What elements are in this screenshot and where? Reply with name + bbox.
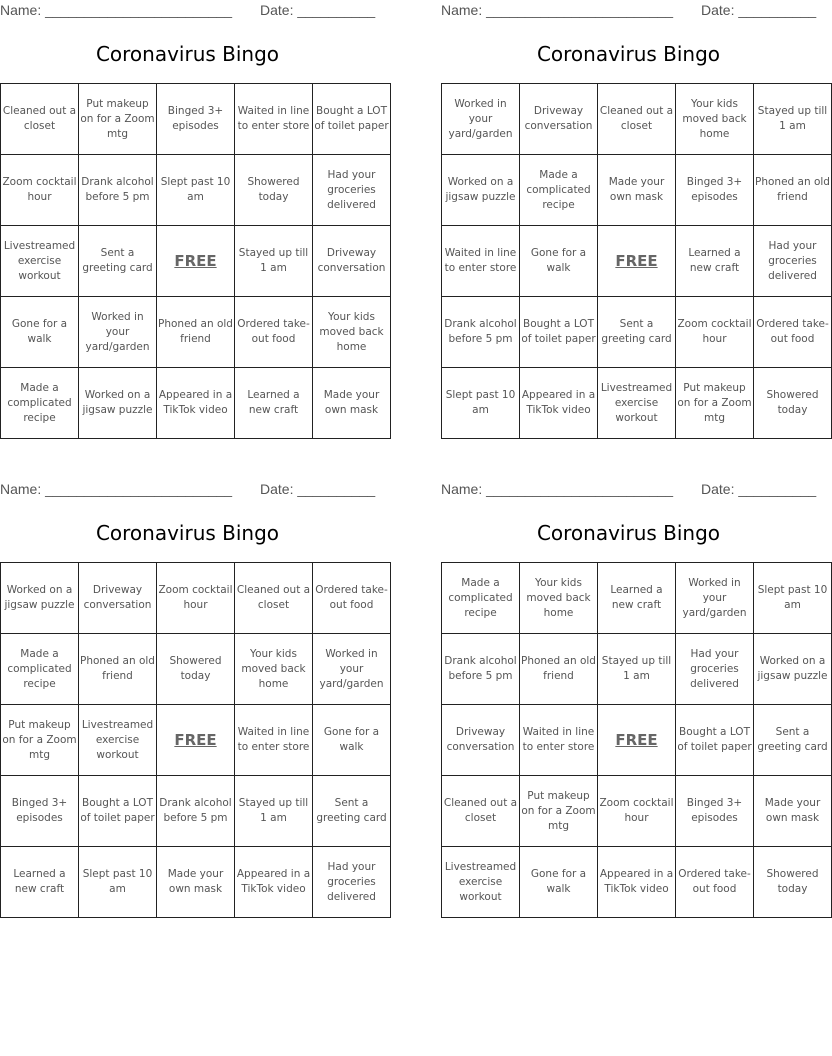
bingo-cell: Cleaned out a closet (235, 563, 313, 634)
bingo-cell: Sent a greeting card (754, 705, 832, 776)
bingo-cell: Learned a new craft (676, 226, 754, 297)
grid-row (442, 297, 832, 368)
name-field-label: Name: ________________________ (0, 2, 232, 18)
bingo-cell: Sent a greeting card (313, 776, 391, 847)
bingo-cell: Driveway conversation (79, 563, 157, 634)
bingo-cell: Zoom cocktail hour (676, 297, 754, 368)
grid-row (1, 226, 391, 297)
bingo-cell: Had your groceries delivered (313, 155, 391, 226)
bingo-cell: Worked in your yard/garden (442, 84, 520, 155)
grid-row (1, 847, 391, 918)
bingo-cell: Had your groceries delivered (754, 226, 832, 297)
free-space-cell: FREE (598, 226, 676, 297)
bingo-cell: Appeared in a TikTok video (598, 847, 676, 918)
bingo-cell: Made a complicated recipe (1, 368, 79, 439)
free-space-cell: FREE (598, 705, 676, 776)
bingo-cell: Binged 3+ episodes (676, 155, 754, 226)
bingo-cell: Gone for a walk (520, 226, 598, 297)
bingo-cell: Ordered take-out food (313, 563, 391, 634)
bingo-cell: Phoned an old friend (754, 155, 832, 226)
bingo-cell: Put makeup on for a Zoom mtg (676, 368, 754, 439)
bingo-cell: Worked in your yard/garden (79, 297, 157, 368)
bingo-cell: Ordered take-out food (676, 847, 754, 918)
bingo-cell: Zoom cocktail hour (1, 155, 79, 226)
free-space-cell: FREE (157, 226, 235, 297)
bingo-cell: Made your own mask (598, 155, 676, 226)
bingo-cell: Drank alcohol before 5 pm (157, 776, 235, 847)
bingo-cell: Stayed up till 1 am (754, 84, 832, 155)
bingo-cell: Had your groceries delivered (676, 634, 754, 705)
bingo-cell: Bought a LOT of toilet paper (676, 705, 754, 776)
date-field-label: Date: __________ (260, 481, 376, 497)
bingo-cell: Sent a greeting card (79, 226, 157, 297)
grid-row (1, 84, 391, 155)
grid-row (442, 776, 832, 847)
grid-row (1, 368, 391, 439)
bingo-cell: Driveway conversation (442, 705, 520, 776)
bingo-grid (441, 83, 832, 439)
bingo-cell: Made a complicated recipe (1, 634, 79, 705)
bingo-cell: Driveway conversation (313, 226, 391, 297)
bingo-cell: Drank alcohol before 5 pm (442, 297, 520, 368)
date-field-label: Date: __________ (260, 2, 376, 18)
bingo-cell: Zoom cocktail hour (598, 776, 676, 847)
bingo-cell: Worked on a jigsaw puzzle (79, 368, 157, 439)
bingo-cell: Your kids moved back home (313, 297, 391, 368)
bingo-cell: Livestreamed exercise workout (1, 226, 79, 297)
bingo-cell: Worked on a jigsaw puzzle (754, 634, 832, 705)
bingo-cell: Appeared in a TikTok video (235, 847, 313, 918)
grid-row (442, 226, 832, 297)
grid-row (442, 847, 832, 918)
bingo-cell: Your kids moved back home (235, 634, 313, 705)
name-field-label: Name: ________________________ (441, 481, 673, 497)
bingo-cell: Slept past 10 am (442, 368, 520, 439)
grid-row (1, 297, 391, 368)
grid-row (442, 368, 832, 439)
grid-row (442, 84, 832, 155)
card-title: Coronavirus Bingo (95, 521, 280, 545)
free-space-cell: FREE (157, 705, 235, 776)
bingo-cell: Your kids moved back home (520, 563, 598, 634)
bingo-cell: Bought a LOT of toilet paper (520, 297, 598, 368)
bingo-cell: Showered today (235, 155, 313, 226)
bingo-cell: Made a complicated recipe (442, 563, 520, 634)
bingo-cell: Gone for a walk (520, 847, 598, 918)
bingo-cell: Waited in line to enter store (235, 84, 313, 155)
bingo-cell: Made your own mask (754, 776, 832, 847)
bingo-cell: Phoned an old friend (520, 634, 598, 705)
name-field-label: Name: ________________________ (0, 481, 232, 497)
bingo-cell: Livestreamed exercise workout (442, 847, 520, 918)
bingo-cell: Worked in your yard/garden (313, 634, 391, 705)
bingo-grid (0, 83, 391, 439)
bingo-cell: Showered today (754, 368, 832, 439)
bingo-cell: Drank alcohol before 5 pm (79, 155, 157, 226)
bingo-cell: Put makeup on for a Zoom mtg (79, 84, 157, 155)
grid-row (1, 634, 391, 705)
bingo-cell: Slept past 10 am (157, 155, 235, 226)
date-field-label: Date: __________ (701, 2, 817, 18)
bingo-cell: Bought a LOT of toilet paper (313, 84, 391, 155)
bingo-cell: Binged 3+ episodes (1, 776, 79, 847)
bingo-cell: Zoom cocktail hour (157, 563, 235, 634)
bingo-cell: Put makeup on for a Zoom mtg (520, 776, 598, 847)
bingo-cell: Ordered take-out food (235, 297, 313, 368)
bingo-cell: Sent a greeting card (598, 297, 676, 368)
bingo-cell: Appeared in a TikTok video (520, 368, 598, 439)
grid-row (442, 634, 832, 705)
bingo-cell: Cleaned out a closet (1, 84, 79, 155)
card-title: Coronavirus Bingo (536, 42, 721, 66)
bingo-cell: Made a complicated recipe (520, 155, 598, 226)
grid-row (442, 155, 832, 226)
bingo-cell: Drank alcohol before 5 pm (442, 634, 520, 705)
bingo-cell: Had your groceries delivered (313, 847, 391, 918)
bingo-cell: Stayed up till 1 am (235, 776, 313, 847)
bingo-cell: Cleaned out a closet (598, 84, 676, 155)
bingo-cell: Slept past 10 am (754, 563, 832, 634)
bingo-cell: Binged 3+ episodes (157, 84, 235, 155)
bingo-cell: Made your own mask (313, 368, 391, 439)
bingo-cell: Driveway conversation (520, 84, 598, 155)
bingo-cell: Worked on a jigsaw puzzle (442, 155, 520, 226)
bingo-cell: Learned a new craft (235, 368, 313, 439)
bingo-cell: Your kids moved back home (676, 84, 754, 155)
grid-row (442, 563, 832, 634)
bingo-cell: Phoned an old friend (157, 297, 235, 368)
bingo-cell: Worked on a jigsaw puzzle (1, 563, 79, 634)
bingo-cell: Showered today (157, 634, 235, 705)
bingo-cell: Waited in line to enter store (442, 226, 520, 297)
bingo-cell: Put makeup on for a Zoom mtg (1, 705, 79, 776)
bingo-cell: Worked in your yard/garden (676, 563, 754, 634)
bingo-cell: Showered today (754, 847, 832, 918)
grid-row (1, 776, 391, 847)
bingo-cell: Bought a LOT of toilet paper (79, 776, 157, 847)
bingo-cell: Slept past 10 am (79, 847, 157, 918)
card-title: Coronavirus Bingo (95, 42, 280, 66)
date-field-label: Date: __________ (701, 481, 817, 497)
bingo-grid (0, 562, 391, 918)
bingo-cell: Cleaned out a closet (442, 776, 520, 847)
bingo-cell: Waited in line to enter store (520, 705, 598, 776)
bingo-cell: Phoned an old friend (79, 634, 157, 705)
bingo-cell: Waited in line to enter store (235, 705, 313, 776)
bingo-cell: Appeared in a TikTok video (157, 368, 235, 439)
bingo-cell: Gone for a walk (313, 705, 391, 776)
grid-row (1, 155, 391, 226)
bingo-cell: Gone for a walk (1, 297, 79, 368)
grid-row (1, 705, 391, 776)
bingo-cell: Made your own mask (157, 847, 235, 918)
card-title: Coronavirus Bingo (536, 521, 721, 545)
grid-row (1, 563, 391, 634)
bingo-cell: Stayed up till 1 am (235, 226, 313, 297)
bingo-cell: Ordered take-out food (754, 297, 832, 368)
bingo-cell: Livestreamed exercise workout (79, 705, 157, 776)
bingo-cell: Learned a new craft (598, 563, 676, 634)
bingo-cell: Binged 3+ episodes (676, 776, 754, 847)
bingo-cell: Stayed up till 1 am (598, 634, 676, 705)
grid-row (442, 705, 832, 776)
bingo-cell: Livestreamed exercise workout (598, 368, 676, 439)
name-field-label: Name: ________________________ (441, 2, 673, 18)
bingo-grid (441, 562, 832, 918)
bingo-cell: Learned a new craft (1, 847, 79, 918)
